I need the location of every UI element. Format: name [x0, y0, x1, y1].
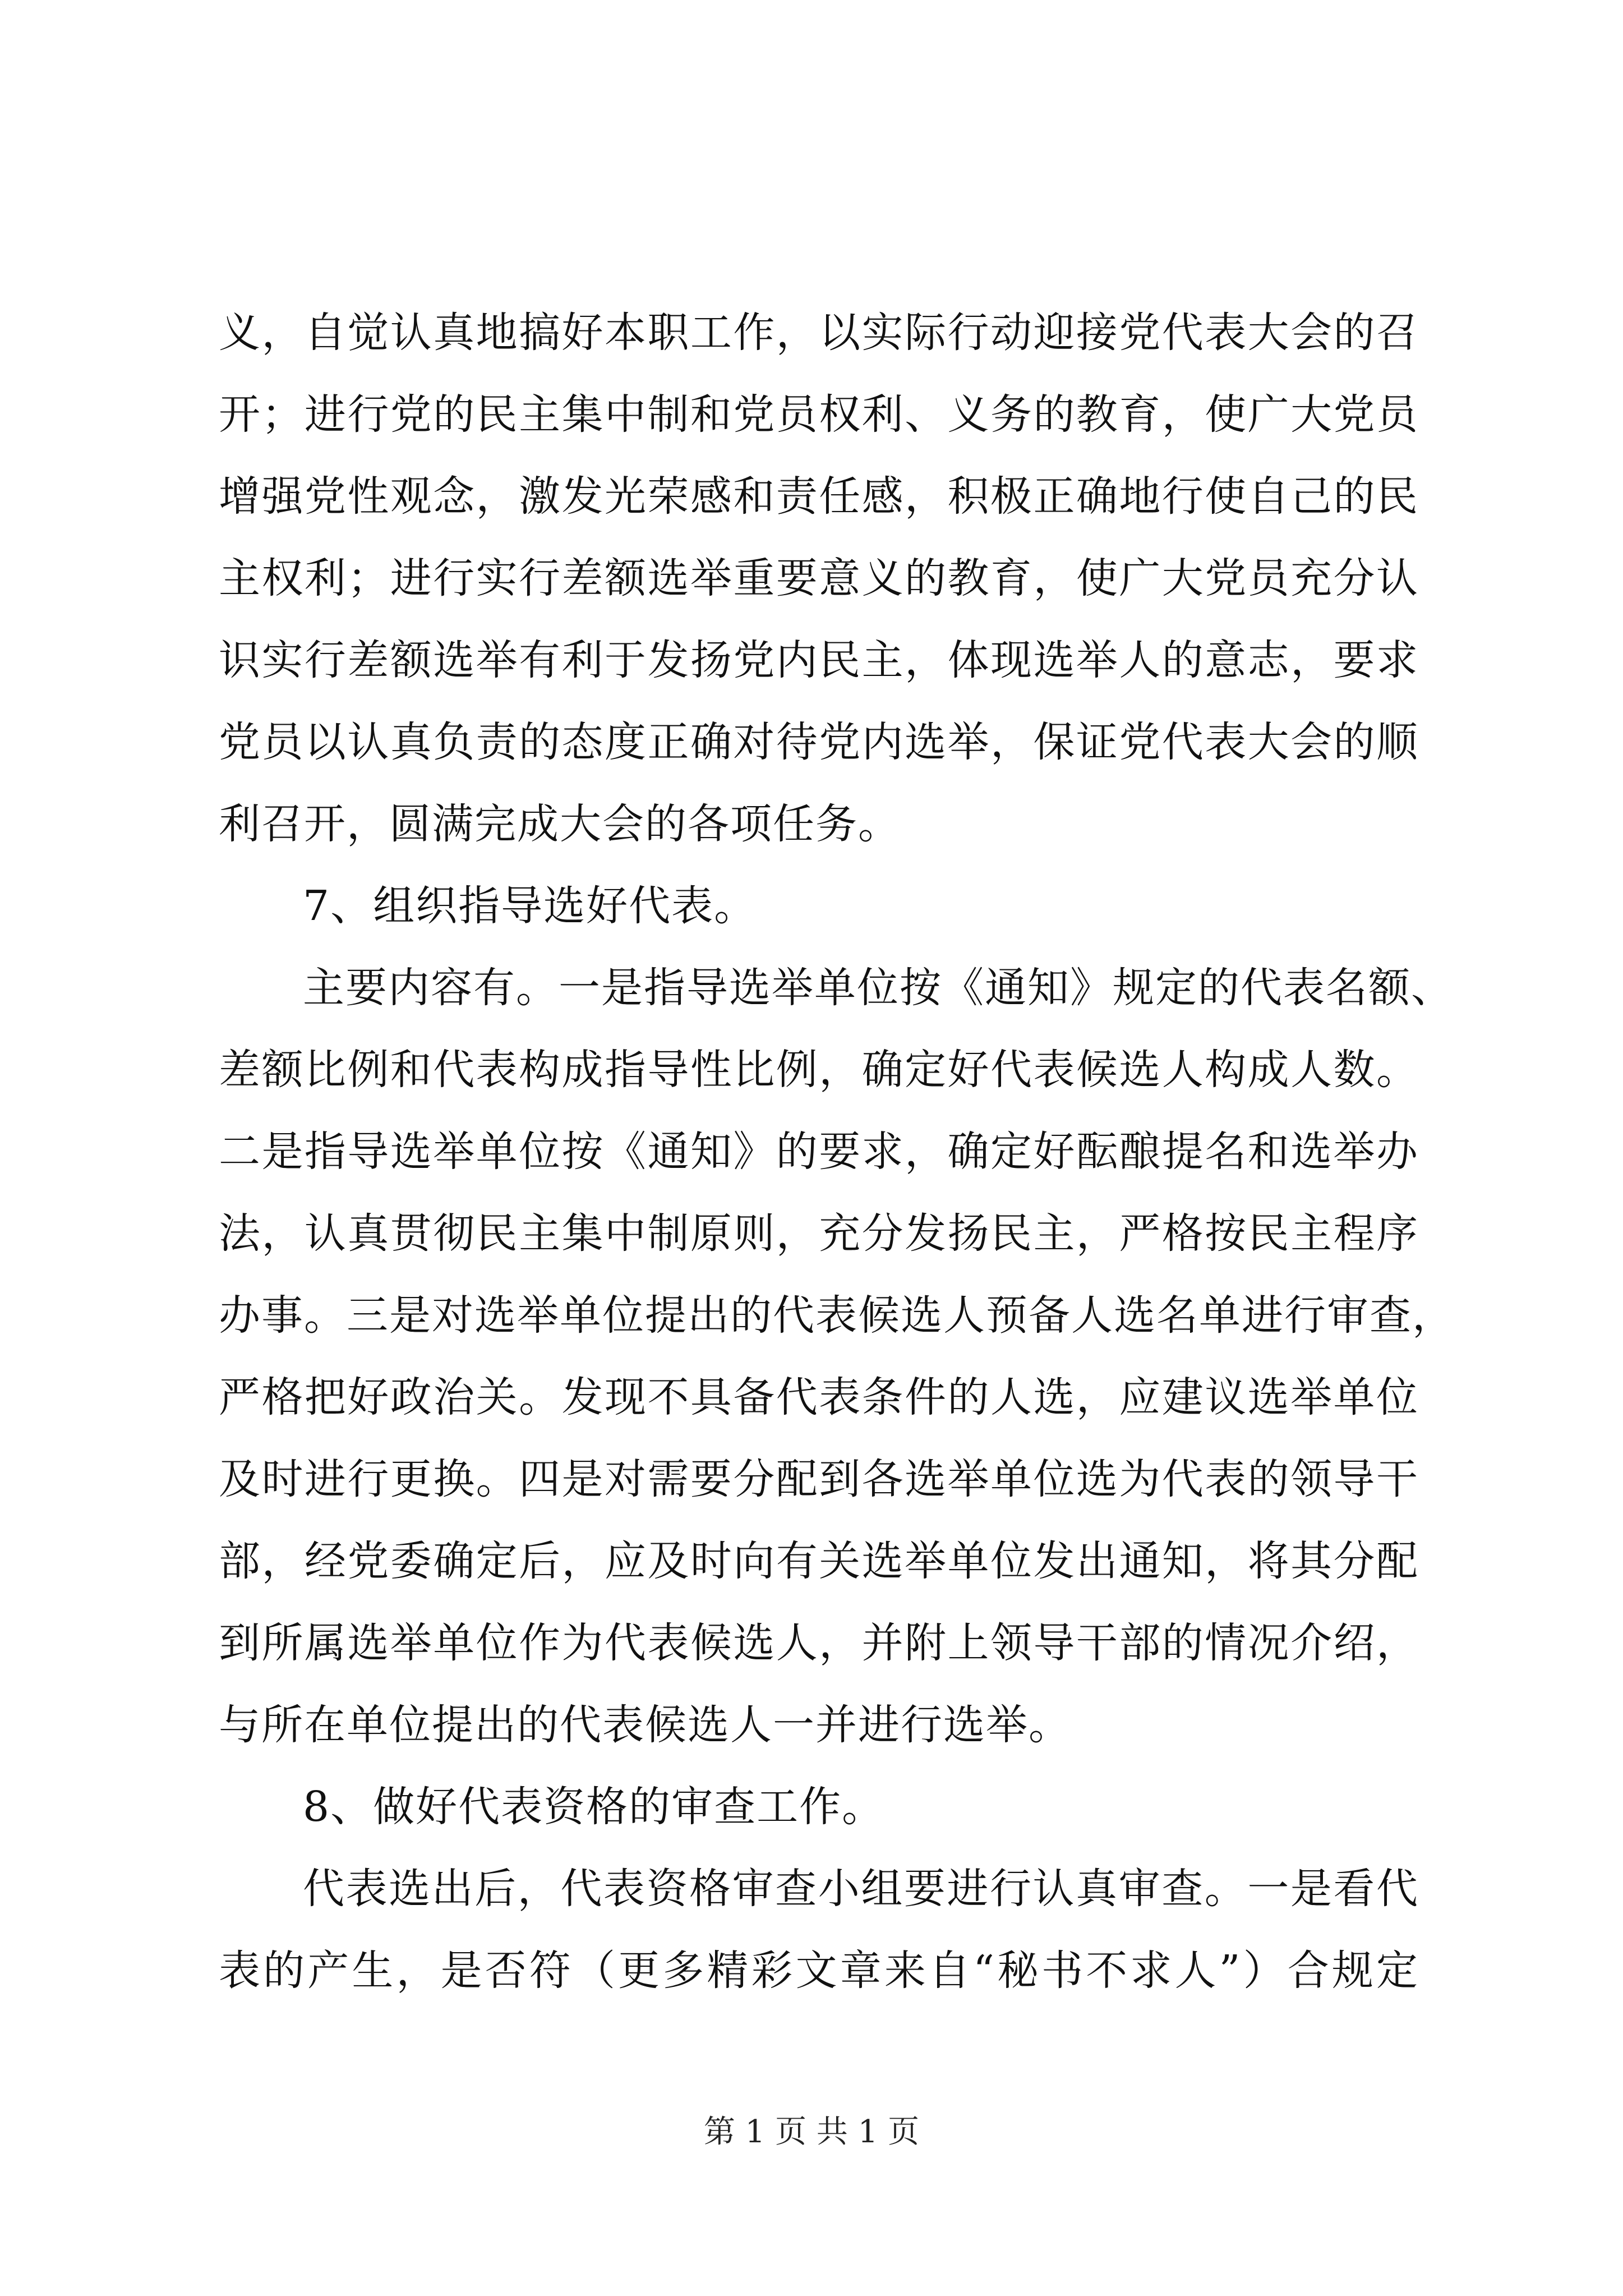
- text-line: 代表选出后，代表资格审查小组要进行认真审查。一是看代: [303, 1865, 1419, 1913]
- document-body: [219, 292, 1455, 2012]
- text-line: 识实行差额选举有利于发扬党内民主，体现选举人的意志，要求: [219, 636, 1419, 684]
- text-line: 法，认真贯彻民主集中制原则，充分发扬民主，严格按民主程序: [219, 1209, 1419, 1258]
- text-line: 及时进行更换。四是对需要分配到各选举单位选为代表的领导干: [219, 1455, 1419, 1503]
- text-line: 严格把好政治关。发现不具备代表条件的人选，应建议选举单位: [219, 1373, 1419, 1421]
- text-line: 到所属选举单位作为代表候选人，并附上领导干部的情况介绍，: [219, 1619, 1419, 1667]
- section-heading: 8、做好代表资格的审查工作。: [303, 1783, 885, 1831]
- text-line: 主要内容有。一是指导选举单位按《通知》规定的代表名额、: [303, 964, 1454, 1012]
- text-line: 义，自觉认真地搞好本职工作，以实际行动迎接党代表大会的召: [219, 309, 1419, 357]
- text-line: 办事。三是对选举单位提出的代表候选人预备人选名单进行审查，: [219, 1291, 1455, 1340]
- text-line: 利召开，圆满完成大会的各项任务。: [219, 800, 901, 848]
- text-line: 差额比例和代表构成指导性比例，确定好代表候选人构成人数。: [219, 1046, 1419, 1094]
- text-line: 开；进行党的民主集中制和党员权利、义务的教育，使广大党员: [219, 390, 1419, 439]
- text-line: 党员以认真负责的态度正确对待党内选举，保证党代表大会的顺: [219, 718, 1419, 766]
- text-line: 表的产生，是否符（更多精彩文章来自“秘书不求人”）合规定: [219, 1947, 1419, 1995]
- section-heading: 7、组织指导选好代表。: [303, 882, 757, 930]
- text-line: 增强党性观念，激发光荣感和责任感，积极正确地行使自己的民: [219, 472, 1419, 521]
- text-line: 二是指导选举单位按《通知》的要求，确定好酝酿提名和选举办: [219, 1128, 1419, 1176]
- text-line: 部，经党委确定后，应及时向有关选举单位发出通知，将其分配: [219, 1537, 1419, 1585]
- text-line: 与所在单位提出的代表候选人一并进行选举。: [219, 1701, 1071, 1749]
- page-footer: 第 1 页 共 1 页: [703, 2114, 920, 2150]
- text-line: 主权利；进行实行差额选举重要意义的教育，使广大党员充分认: [219, 554, 1419, 602]
